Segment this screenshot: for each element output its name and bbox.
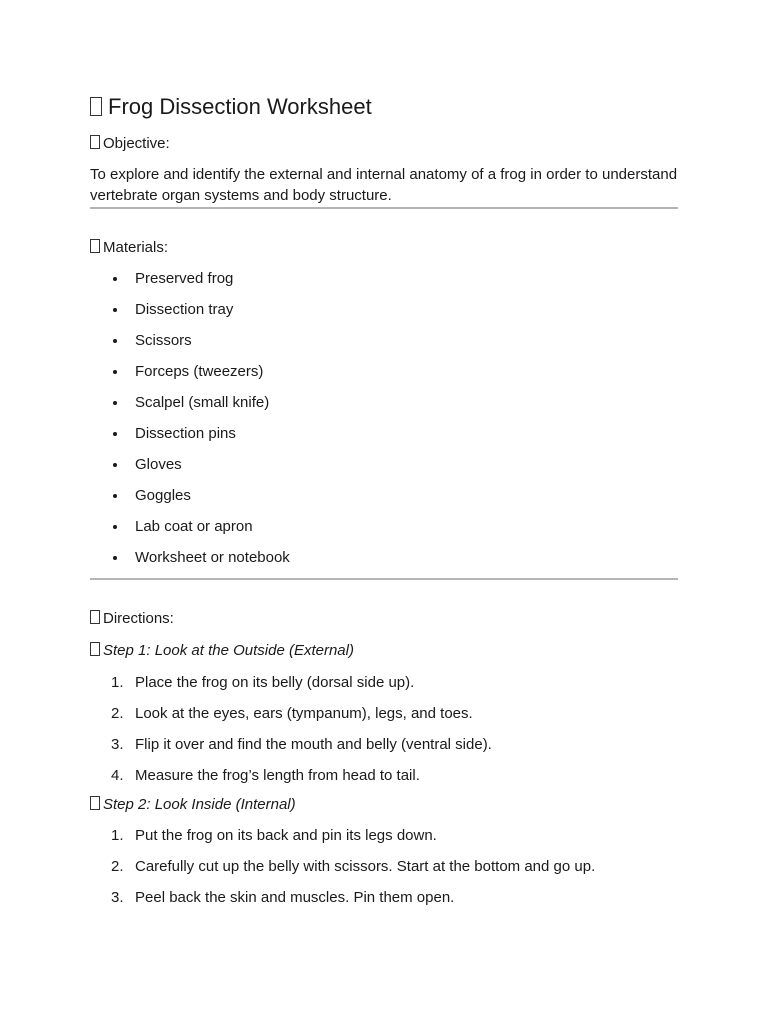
frog-icon <box>90 97 102 116</box>
list-item-number: 3. <box>111 889 124 906</box>
list-item-text: Worksheet or notebook <box>135 549 290 566</box>
list-item <box>90 766 678 797</box>
step1-heading <box>90 641 354 661</box>
toolbox-icon <box>90 239 100 253</box>
bullet-icon <box>113 277 117 281</box>
list-item <box>90 735 678 766</box>
list-item-text: Place the frog on its belly (dorsal side up). <box>135 674 415 691</box>
list-item-number: 2. <box>111 858 124 875</box>
list-item-number: 3. <box>111 736 124 753</box>
list-item-text: Scalpel (small knife) <box>135 394 270 411</box>
list-item-number: 4. <box>111 767 124 784</box>
objective-heading-text: Objective: <box>103 135 170 152</box>
list-item <box>90 486 678 517</box>
list-item-text: Lab coat or apron <box>135 518 253 535</box>
list-item-text: Flip it over and find the mouth and belly (ventral side). <box>135 736 492 753</box>
list-item-number: 1. <box>111 674 124 691</box>
list-item-text: Dissection tray <box>135 301 234 318</box>
page-title-text: Frog Dissection Worksheet <box>108 94 372 119</box>
step1-list <box>90 673 678 797</box>
list-item-text: Measure the frog’s length from head to tail. <box>135 767 420 784</box>
list-item-text: Gloves <box>135 456 182 473</box>
step2-heading <box>90 795 296 815</box>
objective-text: To explore and identify the external and internal anatomy of a frog in order to understand vertebrate organ systems and body structure. <box>90 166 678 204</box>
list-item <box>90 362 678 393</box>
bullet-icon <box>113 432 117 436</box>
list-item-text: Preserved frog <box>135 270 234 287</box>
objective-heading <box>90 134 170 154</box>
list-item <box>90 888 678 919</box>
bullet-icon <box>113 339 117 343</box>
list-item <box>90 393 678 424</box>
list-item <box>90 331 678 362</box>
materials-heading <box>90 238 168 258</box>
list-item <box>90 673 678 704</box>
bullet-icon <box>113 494 117 498</box>
bullet-icon <box>113 463 117 467</box>
list-item-text: Put the frog on its back and pin its legs down. <box>135 827 437 844</box>
list-item <box>90 857 678 888</box>
microscope-icon <box>90 796 100 810</box>
bullet-icon <box>113 370 117 374</box>
list-item-text: Forceps (tweezers) <box>135 363 264 380</box>
clipboard-icon <box>90 610 100 624</box>
bullet-icon <box>113 308 117 312</box>
directions-heading <box>90 609 174 629</box>
list-item-text: Scissors <box>135 332 192 349</box>
section-divider <box>90 578 678 580</box>
list-item <box>90 517 678 548</box>
list-item <box>90 269 678 300</box>
bullet-icon <box>113 556 117 560</box>
section-divider <box>90 207 678 209</box>
step2-list <box>90 826 678 919</box>
list-item-text: Goggles <box>135 487 191 504</box>
list-item-text: Peel back the skin and muscles. Pin them open. <box>135 889 455 906</box>
list-item-text: Look at the eyes, ears (tympanum), legs, and toes. <box>135 705 473 722</box>
step2-heading-text: Step 2: Look Inside (Internal) <box>103 796 296 813</box>
list-item <box>90 826 678 857</box>
list-item-number: 2. <box>111 705 124 722</box>
list-item <box>90 548 678 579</box>
materials-heading-text: Materials: <box>103 239 169 256</box>
list-item-text: Dissection pins <box>135 425 236 442</box>
list-item <box>90 704 678 735</box>
list-item <box>90 300 678 331</box>
page-title <box>90 93 372 121</box>
eye-icon <box>90 642 100 656</box>
list-item <box>90 424 678 455</box>
directions-heading-text: Directions: <box>103 610 174 627</box>
list-item-text: Carefully cut up the belly with scissors. Start at the bottom and go up. <box>135 858 596 875</box>
list-item <box>90 455 678 486</box>
bullet-icon <box>113 401 117 405</box>
step1-heading-text: Step 1: Look at the Outside (External) <box>103 642 354 659</box>
materials-list <box>90 269 678 579</box>
bullet-icon <box>113 525 117 529</box>
target-icon <box>90 135 100 149</box>
list-item-number: 1. <box>111 827 124 844</box>
